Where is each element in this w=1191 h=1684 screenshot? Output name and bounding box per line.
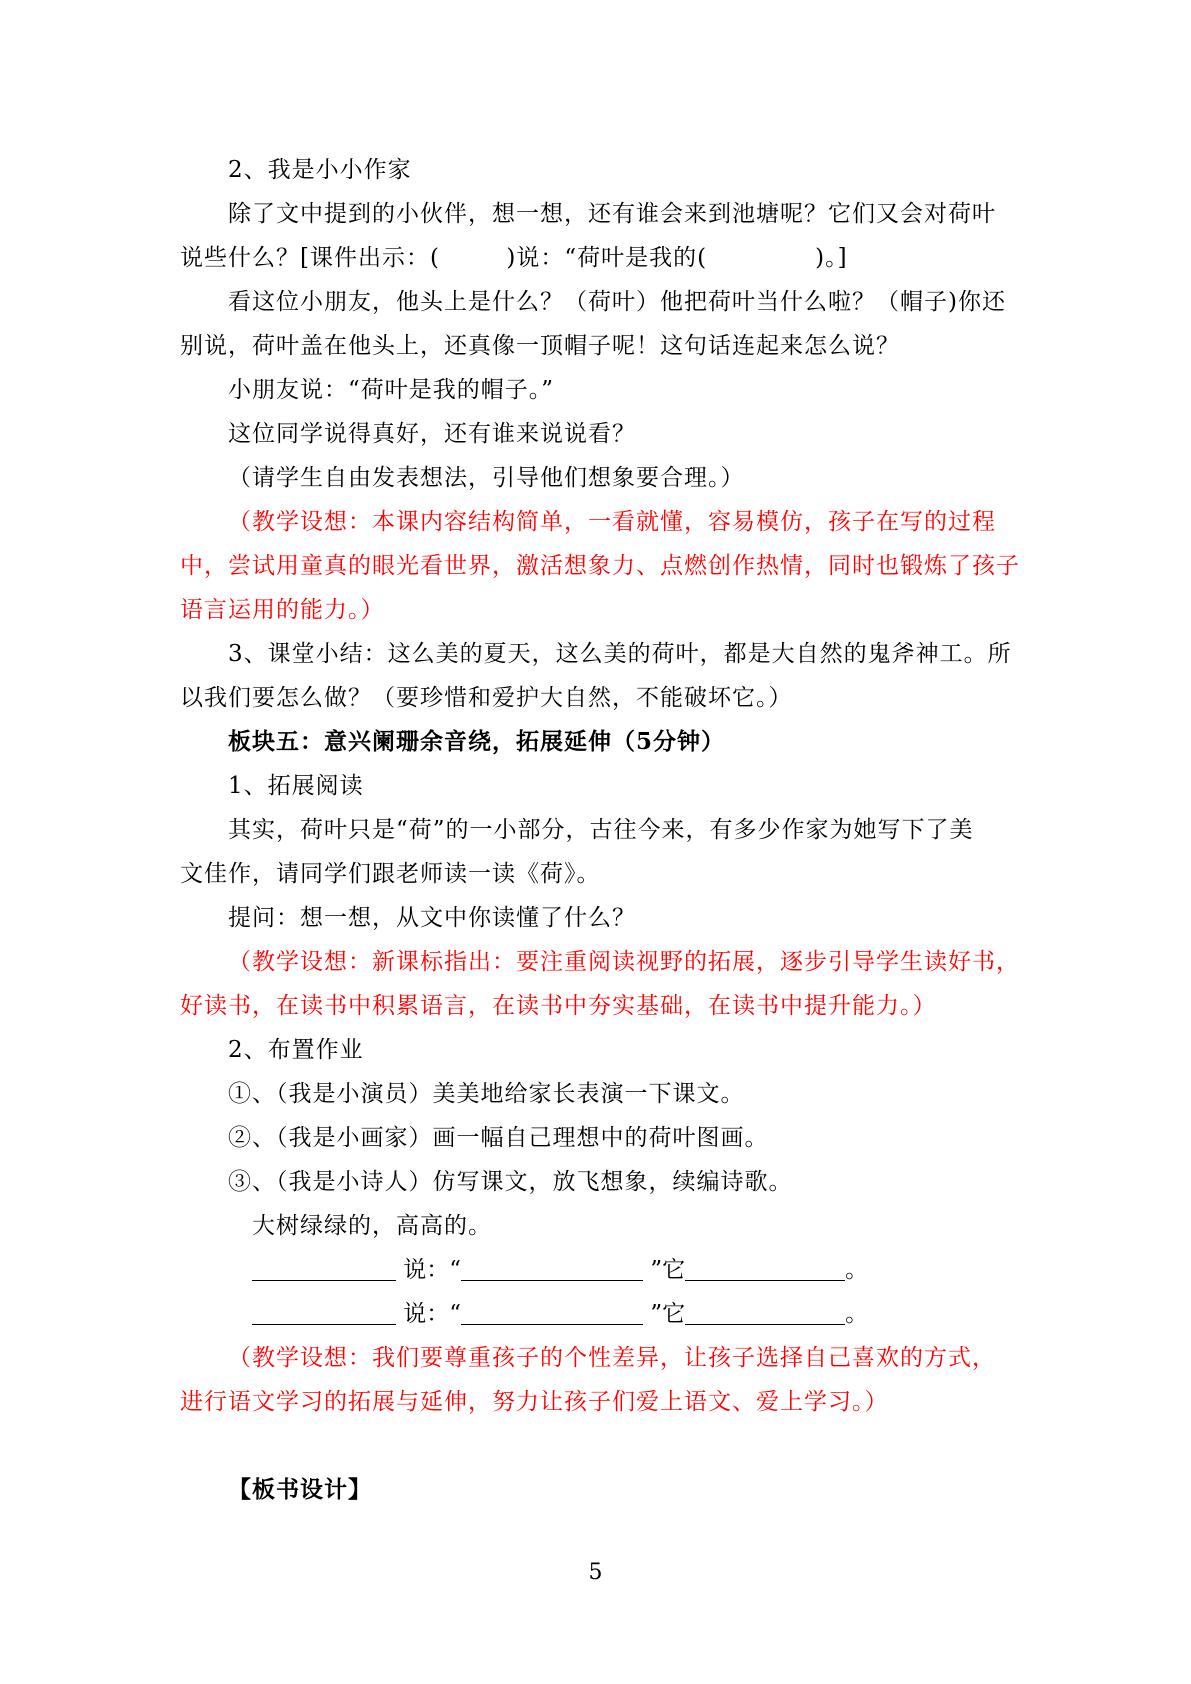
teaching-note-line: 语言运用的能力。） [180,597,385,623]
paragraph-line: 提问：想一想，从文中你读懂了什么？ [228,905,636,931]
paragraph-line: 这位同学说得真好，还有谁来说说看？ [228,421,636,447]
homework-item: ③、（我是小诗人）仿写课文，放飞想象，续编诗歌。 [228,1169,793,1195]
fill-in-blank-row [180,1292,1022,1336]
paragraph-line: 3、课堂小结：这么美的夏天，这么美的荷叶，都是大自然的鬼斧神工。所 [228,641,1012,667]
blank-line [685,1300,845,1325]
paragraph-line: （请学生自由发表想法，引导他们想象要合理。） [228,465,745,491]
paragraph-line: 别说，荷叶盖在他头上，还真像一顶帽子呢！这句话连起来怎么说？ [180,333,900,359]
teaching-note-line: （教学设想：本课内容结构简单，一看就懂，容易模仿，孩子在写的过程 [228,509,996,535]
section-heading: 2、我是小小作家 [228,157,412,183]
blank-text: 说：“ [396,1301,462,1327]
section-heading: 2、布置作业 [228,1037,364,1063]
section-title: 板块五：意兴阑珊余音绕，拓展延伸（5分钟） [228,728,726,755]
page-number: 5 [588,1560,603,1585]
teaching-note-line: （教学设想：新课标指出：要注重阅读视野的拓展，逐步引导学生读好书， [228,949,1020,975]
blank-text: 。 [845,1257,869,1283]
blank-line [252,1300,396,1325]
paragraph-line: 看这位小朋友，他头上是什么？（荷叶）他把荷叶当什么啦？（帽子)你还 [228,289,1006,315]
blank-line [685,1256,845,1281]
blank-text: 说：“ [396,1257,462,1283]
homework-item: ①、（我是小演员）美美地给家长表演一下课文。 [228,1081,745,1107]
teaching-note-line: 好读书，在读书中积累语言，在读书中夯实基础，在读书中提升能力。） [180,993,937,1019]
homework-item: ②、（我是小画家）画一幅自己理想中的荷叶图画。 [228,1125,769,1151]
document-page [180,148,1022,1512]
paragraph-line: 文佳作，请同学们跟老师读一读《荷》。 [180,861,601,887]
paragraph-line: 小朋友说：“荷叶是我的帽子。” [228,377,555,403]
paragraph-line: 以我们要怎么做？（要珍惜和爱护大自然，不能破坏它。） [180,685,793,711]
spacer [180,1424,1022,1468]
paragraph-line: 其实，荷叶只是“荷”的一小部分，古往今来，有多少作家为她写下了美 [228,817,974,843]
paragraph-line: 说些什么？[课件出示：( )说：“荷叶是我的( )。] [180,245,848,271]
poem-line: 大树绿绿的，高高的。 [252,1213,492,1239]
blank-line [461,1300,643,1325]
blank-text: ”它 [643,1301,686,1327]
blank-text: ”它 [643,1257,686,1283]
paragraph-line: 除了文中提到的小伙伴，想一想，还有谁会来到池塘呢？它们又会对荷叶 [228,201,996,227]
blank-text: 。 [845,1301,869,1327]
board-design-title: 【板书设计】 [228,1476,372,1503]
blank-line [252,1256,396,1281]
fill-in-blank-row [180,1248,1022,1292]
teaching-note-line: （教学设想：我们要尊重孩子的个性差异，让孩子选择自己喜欢的方式， [228,1345,996,1371]
teaching-note-line: 中，尝试用童真的眼光看世界，激活想象力、点燃创作热情，同时也锻炼了孩子 [180,553,1020,579]
section-heading: 1、拓展阅读 [228,773,364,799]
blank-line [461,1256,643,1281]
teaching-note-line: 进行语文学习的拓展与延伸，努力让孩子们爱上语文、爱上学习。） [180,1389,889,1415]
